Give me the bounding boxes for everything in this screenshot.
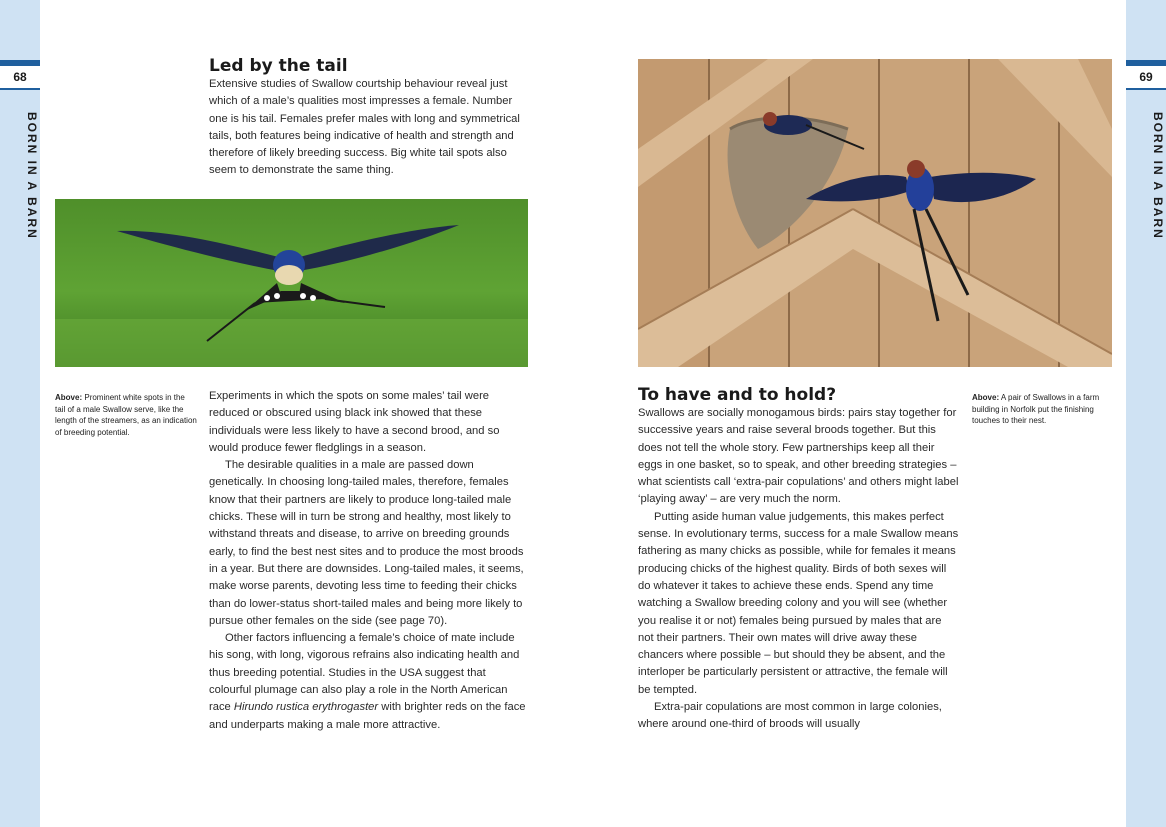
right-paragraph-3: Extra-pair copulations are most common in large colonies, where around one-third of broods will usually <box>638 701 942 731</box>
right-main-text <box>638 385 960 734</box>
right-photo-caption <box>972 392 1100 427</box>
photo-swallows-at-nest <box>638 59 1112 367</box>
right-paragraph-2: Putting aside human value judgements, this makes perfect sense. In evolutionary terms, success for a male Swallow means fathering as many chicks as possible, while for females it means producing chicks of the highest quality. Birds of both sexes will do whatever it takes to achieve these ends. Spend any time watching a Swallow breeding colony and you will see (whether you realise it or not) females being pursued by males that are not their partners. Their own mates will drive away these chancers where possible – but should they be absent, and the interloper be particularly persistent or attractive, the female will be tempted. <box>638 510 959 696</box>
species-name: Hirundo rustica erythrogaster <box>233 701 379 714</box>
left-caption-label: Above: <box>55 393 83 402</box>
left-intro-paragraph: Extensive studies of Swallow courtship behaviour reveal just which of a male’s qualities most impresses a female. Number one is his tail. Females prefer males with long and symmetrical tails, both features being indicative of health and strength and therefore of likely breeding success. Big white tail spots also seem to demonstrate the same thing. <box>209 78 520 177</box>
page-number-left: 68 <box>0 60 40 90</box>
left-paragraph-3-start: Other factors influencing a female’s choice of mate include his song, with long, vigorous refrains also indicating health and thus breeding potential. Studies in the USA suggest that colourful plumage can also play a role in the North American race <box>209 632 520 714</box>
left-heading: Led by the tail <box>209 56 348 76</box>
left-photo-caption <box>55 392 197 438</box>
left-intro-block <box>209 56 531 180</box>
left-paragraph-2: The desirable qualities in a male are passed down genetically. In choosing long-tailed males, therefore, females know that their partners are likely to produce long-tailed male chicks. These will in turn be strong and healthy, most likely to withstand threats and disease, to arrive on breeding grounds early, to find the best nest sites and to produce the most broods in a year. But there are downsides. Long-tailed males, it seems, make worse parents, devoting less time to feeding their chicks than do lower-status short-tailed males and being more likely to pursue other females on the side (see page 70). <box>209 459 524 627</box>
right-caption-label: Above: <box>972 393 1000 402</box>
right-caption-text: A pair of Swallows in a farm building in Norfolk put the finishing touches to their nest. <box>972 393 1100 425</box>
photo-swallow-in-flight <box>55 199 528 367</box>
running-head-left: BORN IN A BARN <box>25 112 39 240</box>
left-caption-text: Prominent white spots in the tail of a male Swallow serve, like the length of the streamers, as an indication of breeding potential. <box>55 393 197 437</box>
right-paragraph-1: Swallows are socially monogamous birds: pairs stay together for successive years and raise several broods together. But this does not tell the whole story. Few partnerships keep all their eggs in one basket, so to speak, and other breeding strategies – what scientists call ‘extra-pair copulations’ and others might label ‘playing away’ – are very much the norm. <box>638 407 959 506</box>
left-main-text <box>209 388 531 734</box>
left-paragraph-3 <box>209 630 531 734</box>
running-head-right: BORN IN A BARN <box>1151 112 1165 240</box>
right-heading: To have and to hold? <box>638 385 837 405</box>
left-paragraph-3-end: with brighter reds on the face and underparts making a male more attractive. <box>209 701 526 731</box>
page-number-right: 69 <box>1126 60 1166 90</box>
left-paragraph-1: Experiments in which the spots on some males’ tail were reduced or obscured using black ink showed that these individuals were less likely to have a second brood, and so would produce fewer fledglings in a season. <box>209 390 500 454</box>
